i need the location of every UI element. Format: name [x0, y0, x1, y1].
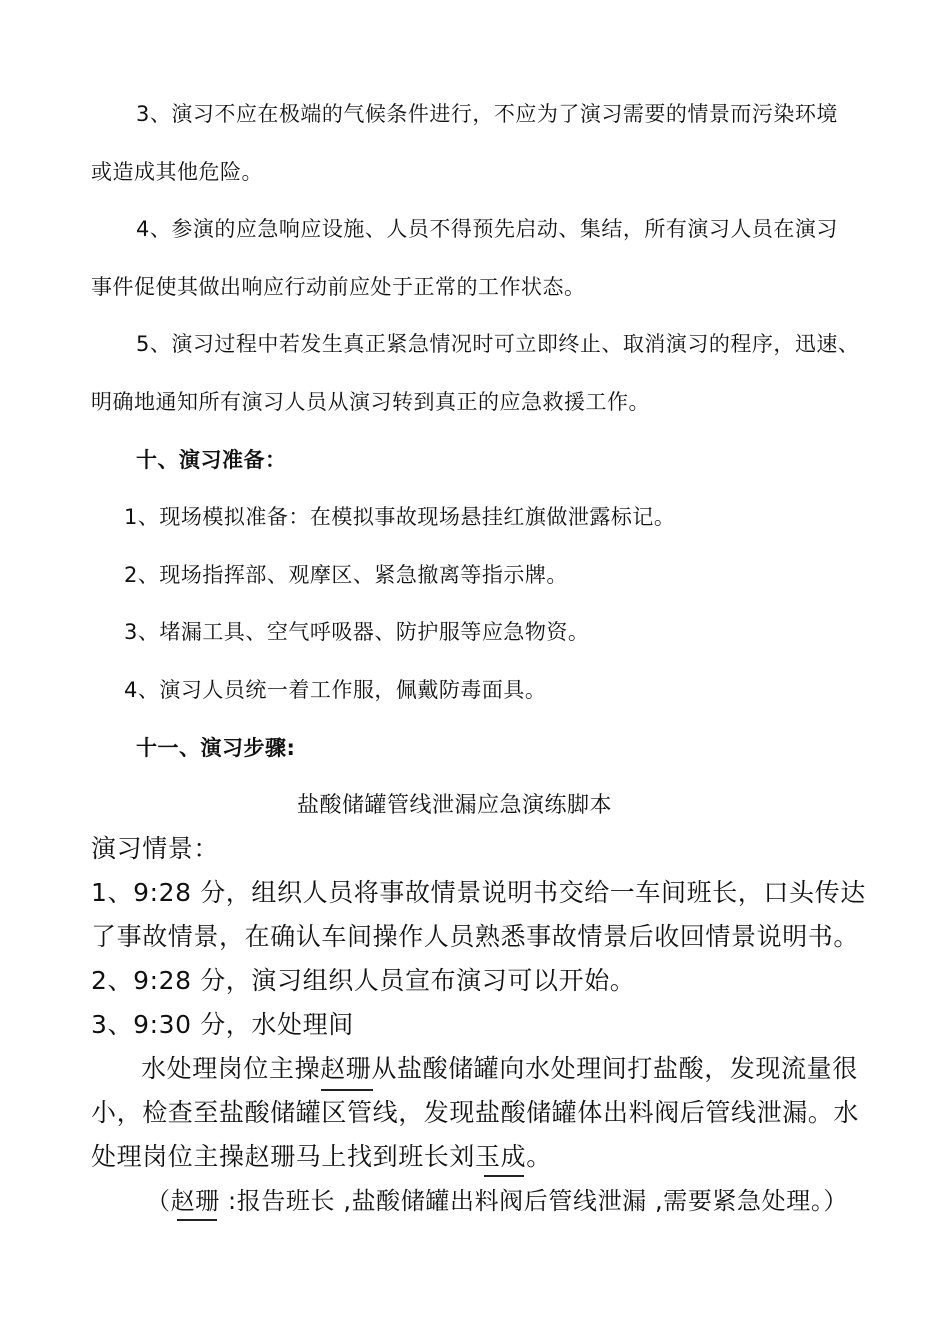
paragraph-line: 水处理岗位主操赵珊从盐酸储罐向水处理间打盐酸，发现流量很: [141, 1054, 858, 1083]
paragraph-line: 1、9:28 分，组织人员将事故情景说明书交给一车间班长，口头传达: [91, 878, 866, 907]
paragraph-line: 或造成其他危险。: [91, 160, 263, 184]
section-heading: 十、演习准备：: [136, 448, 287, 472]
paragraph-line: 小，检查至盐酸储罐区管线，发现盐酸储罐体出料阀后管线泄漏。水: [91, 1098, 860, 1127]
paragraph-line: 演习情景：: [91, 834, 220, 863]
list-item: 4、演习人员统一着工作服，佩戴防毒面具。: [124, 678, 547, 702]
underline-rule: [484, 1175, 524, 1177]
script-title: 盐酸储罐管线泄漏应急演练脚本: [297, 793, 613, 818]
paragraph-line: 事件促使其做出响应行动前应处于正常的工作状态。: [91, 275, 586, 299]
paragraph-line: 2、9:28 分，演习组织人员宣布演习可以开始。: [91, 966, 636, 995]
paragraph-line: 3、9:30 分，水处理间: [91, 1010, 354, 1039]
paragraph-line: 3、演习不应在极端的气候条件进行，不应为了演习需要的情景而污染环境: [136, 102, 838, 126]
underline-rule: [177, 1219, 217, 1221]
section-heading: 十一、演习步骤:: [136, 736, 296, 760]
list-item: 2、现场指挥部、观摩区、紧急撤离等指示牌。: [124, 563, 568, 587]
paragraph-line: 5、演习过程中若发生真正紧急情况时可立即终止、取消演习的程序，迅速、: [136, 332, 860, 356]
paragraph-line: 明确地通知所有演习人员从演习转到真正的应急救援工作。: [91, 390, 650, 414]
list-item: 1、现场模拟准备：在模拟事故现场悬挂红旗做泄露标记。: [124, 505, 676, 529]
dialogue-line: （赵珊 :报告班长 ,盐酸储罐出料阀后管线泄漏 ,需要紧急处理。）: [146, 1187, 849, 1215]
list-item: 3、堵漏工具、空气呼吸器、防护服等应急物资。: [124, 620, 590, 644]
paragraph-line: 了事故情景，在确认车间操作人员熟悉事故情景后收回情景说明书。: [91, 922, 860, 951]
paragraph-line: 4、参演的应急响应设施、人员不得预先启动、集结，所有演习人员在演习: [136, 217, 838, 241]
paragraph-line: 处理岗位主操赵珊马上找到班长刘玉成。: [91, 1142, 552, 1171]
underline-rule: [321, 1089, 373, 1091]
